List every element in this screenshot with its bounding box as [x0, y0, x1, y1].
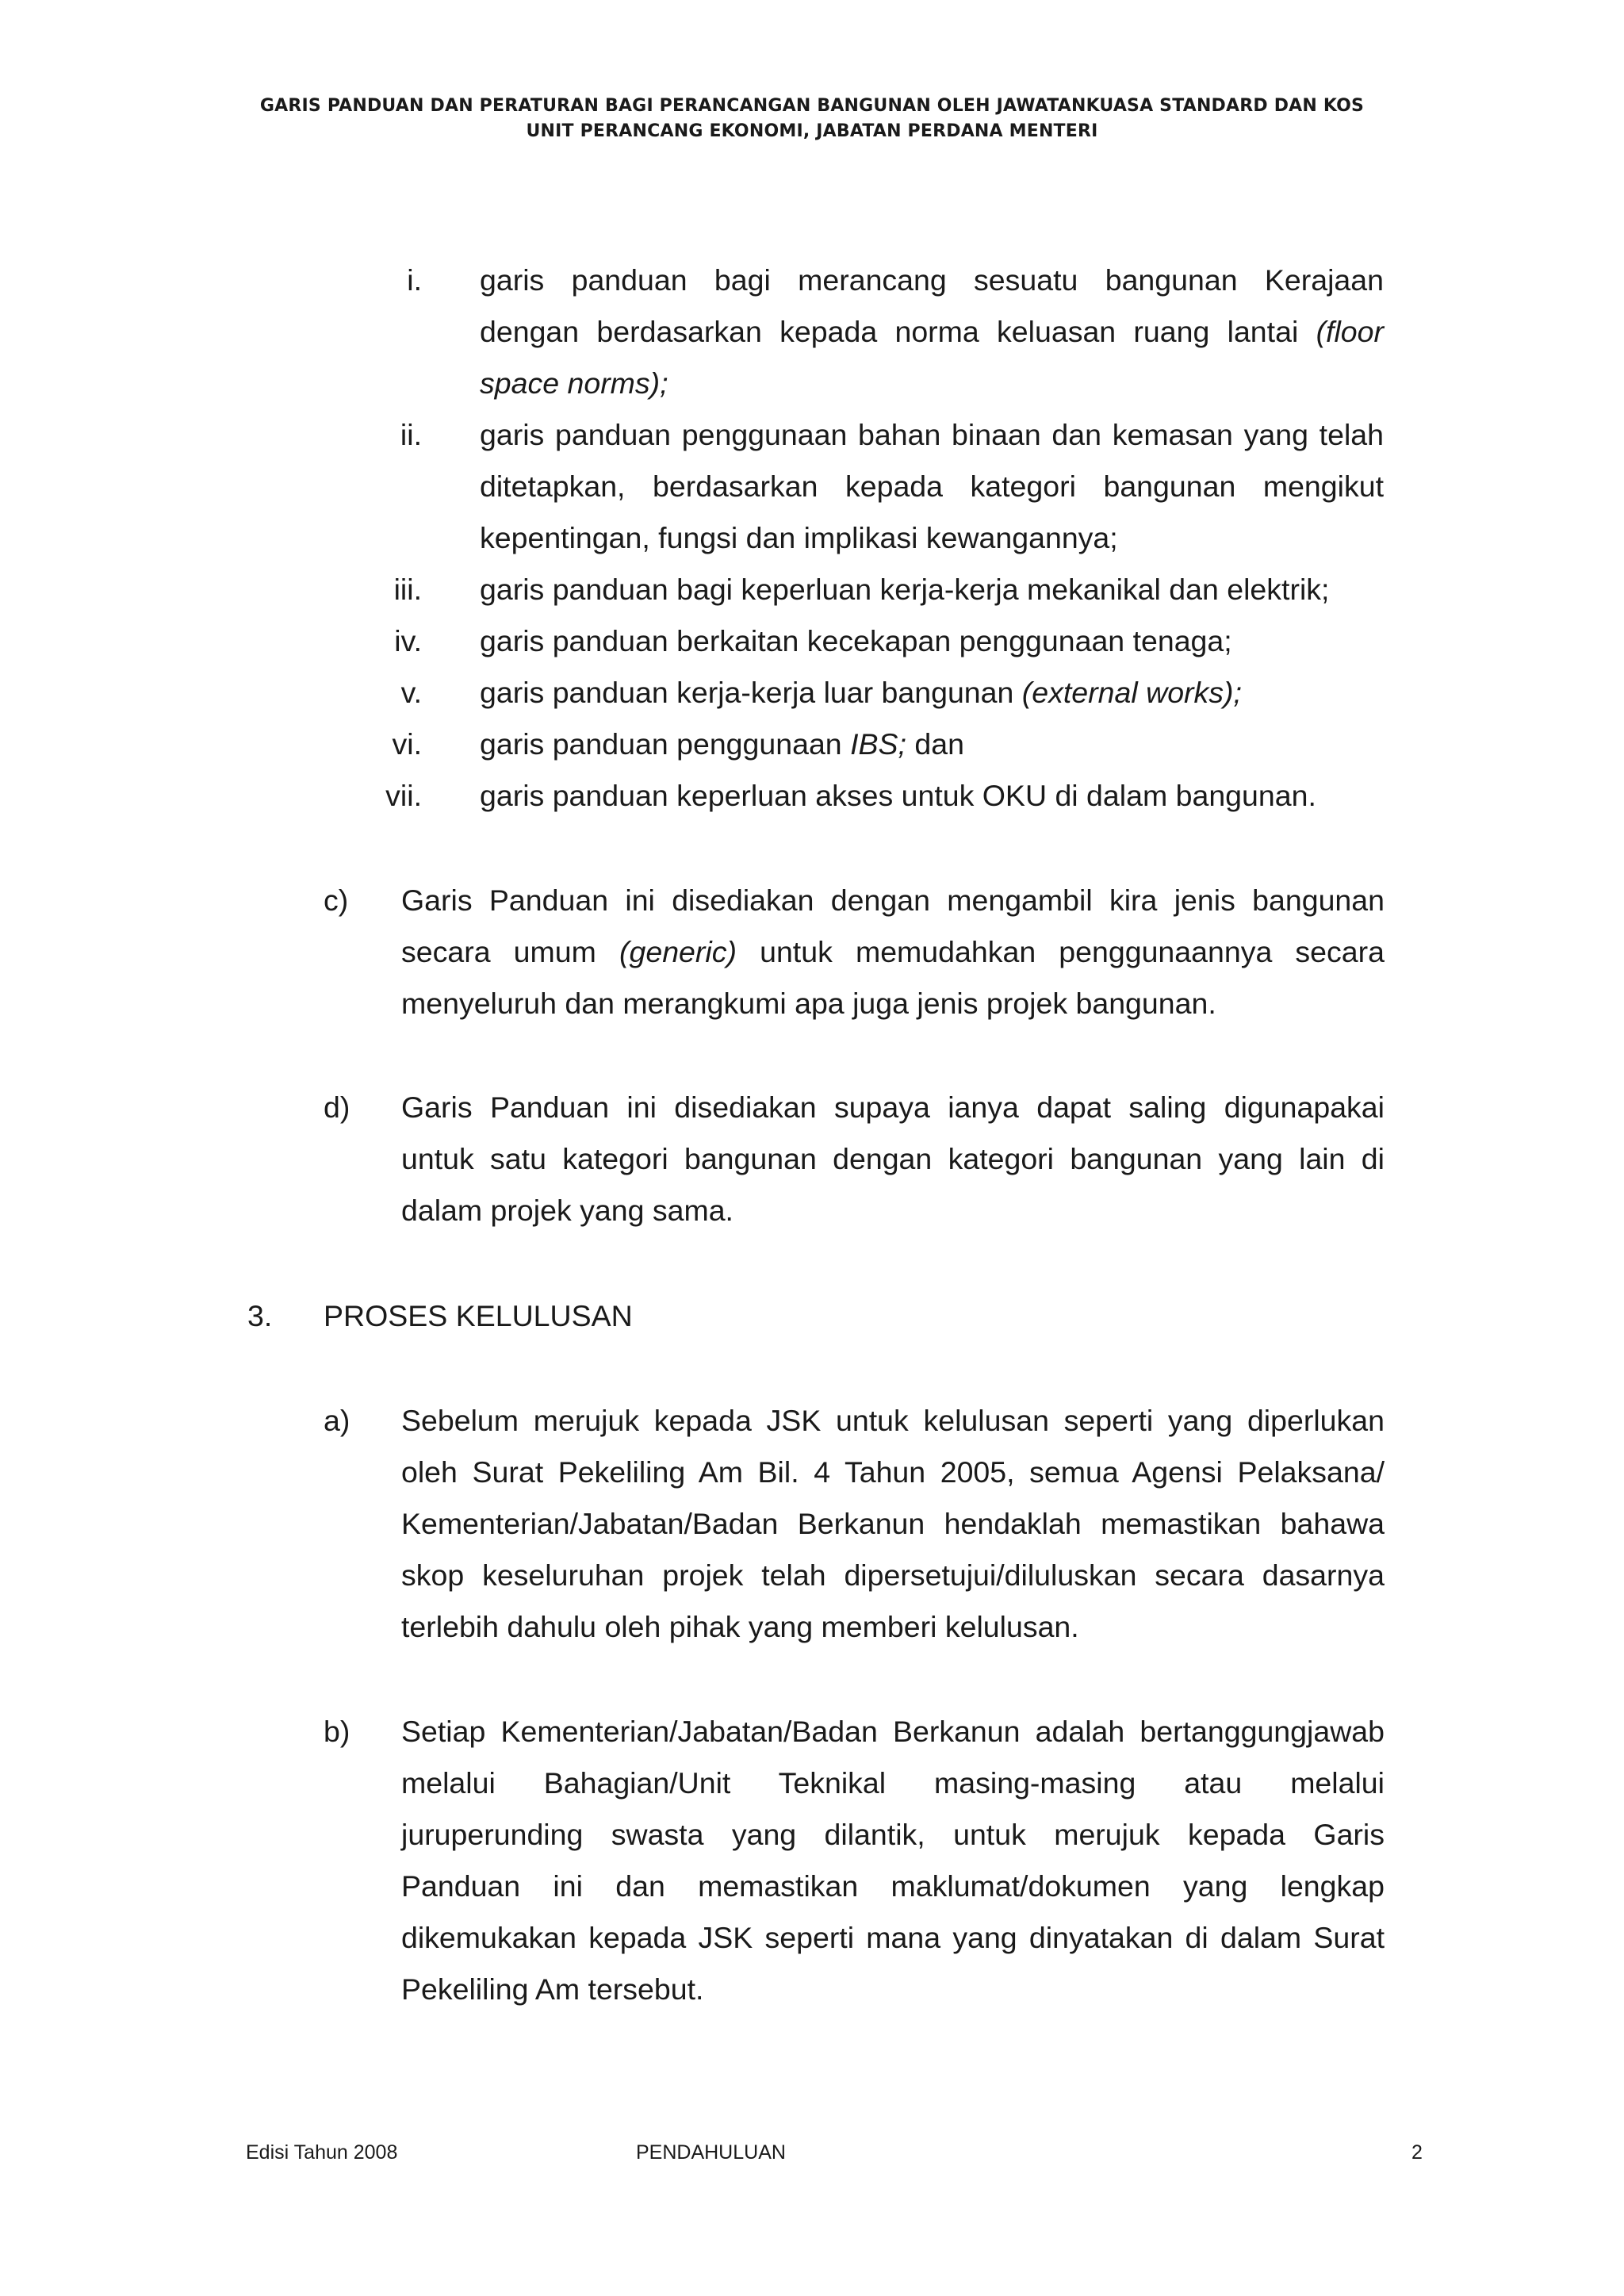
list-marker: iv. — [394, 624, 422, 657]
list-item-text — [480, 564, 1384, 615]
footer-page-number: 2 — [1411, 2141, 1423, 2164]
text-line: Garis Panduan ini disediakan supaya ianya dapat saling digunapakai — [401, 1091, 1385, 1124]
text-line: Pekeliling Am tersebut. — [401, 1972, 704, 2006]
paragraph-text — [401, 1395, 1385, 1653]
paragraph-marker: d) — [324, 1091, 350, 1124]
italic-term: space norms); — [480, 366, 668, 400]
list-item-text — [480, 615, 1384, 667]
list-marker: vii. — [385, 779, 422, 812]
text-span: garis panduan kerja-kerja luar bangunan — [480, 676, 1022, 709]
paragraph-marker: c) — [324, 884, 349, 917]
footer-edition: Edisi Tahun 2008 — [246, 2141, 398, 2164]
text-line: dalam projek yang sama. — [401, 1194, 733, 1227]
list-item-text — [480, 719, 1384, 770]
section-title: PROSES KELULUSAN — [324, 1299, 633, 1332]
paragraph-text — [401, 1082, 1385, 1236]
text-line: kepentingan, fungsi dan implikasi kewangannya; — [480, 521, 1118, 554]
list-item-text — [480, 770, 1384, 822]
list-item-text — [480, 409, 1384, 564]
text-line: garis panduan keperluan akses untuk OKU di dalam bangunan. — [480, 779, 1316, 812]
text-line: juruperunding swasta yang dilantik, untuk merujuk kepada Garis — [401, 1818, 1385, 1851]
italic-term: (floor — [1316, 315, 1384, 348]
footer-section: PENDAHULUAN — [636, 2141, 786, 2164]
list-marker: iii. — [393, 573, 422, 606]
text-span: garis panduan penggunaan — [480, 727, 851, 761]
text-line — [480, 358, 1384, 409]
list-marker: i. — [407, 263, 422, 297]
text-span: dengan berdasarkan kepada norma keluasan ruang lantai — [480, 315, 1316, 348]
text-line: skop keseluruhan projek telah dipersetujui/diluluskan secara dasarnya — [401, 1558, 1385, 1592]
italic-term: (generic) — [619, 935, 737, 968]
text-line: garis panduan berkaitan kecekapan penggunaan tenaga; — [480, 624, 1232, 657]
text-span: untuk memudahkan penggunaannya secara — [736, 935, 1385, 968]
italic-term: IBS; — [850, 727, 906, 761]
text-line: Setiap Kementerian/Jabatan/Badan Berkanun adalah bertanggungjawab — [401, 1715, 1385, 1748]
text-line: oleh Surat Pekeliling Am Bil. 4 Tahun 2005, semua Agensi Pelaksana/ — [401, 1455, 1385, 1489]
text-line: Sebelum merujuk kepada JSK untuk kelulusan seperti yang diperlukan — [401, 1404, 1385, 1437]
text-line: Kementerian/Jabatan/Badan Berkanun hendaklah memastikan bahawa — [401, 1507, 1385, 1540]
text-line: terlebih dahulu oleh pihak yang memberi kelulusan. — [401, 1610, 1079, 1643]
header-line-1: GARIS PANDUAN DAN PERATURAN BAGI PERANCANGAN BANGUNAN OLEH JAWATANKUASA STANDARD DAN KOS — [259, 96, 1365, 116]
text-line: garis panduan bagi keperluan kerja-kerja mekanikal dan elektrik; — [480, 573, 1330, 606]
list-item-text — [480, 667, 1384, 719]
text-line: Panduan ini dan memastikan maklumat/dokumen yang lengkap — [401, 1869, 1385, 1903]
paragraph-marker: a) — [324, 1404, 350, 1437]
list-marker: vi. — [392, 727, 422, 761]
text-line — [480, 667, 1384, 719]
text-line: garis panduan bagi merancang sesuatu bangunan Kerajaan — [480, 263, 1384, 297]
text-line — [480, 719, 1384, 770]
paragraph-text — [401, 1706, 1385, 2015]
paragraph-text — [401, 875, 1385, 1029]
text-span: secara umum — [401, 935, 619, 968]
section-number: 3. — [247, 1299, 273, 1332]
text-line: melalui Bahagian/Unit Teknikal masing-masing atau melalui — [401, 1766, 1385, 1800]
header-line-2: UNIT PERANCANG EKONOMI, JABATAN PERDANA MENTERI — [526, 121, 1098, 141]
text-line: Garis Panduan ini disediakan dengan mengambil kira jenis bangunan — [401, 884, 1385, 917]
text-line: ditetapkan, berdasarkan kepada kategori bangunan mengikut — [480, 470, 1384, 503]
paragraph-marker: b) — [324, 1715, 350, 1748]
list-marker: v. — [400, 676, 422, 709]
italic-term: (external works); — [1021, 676, 1242, 709]
text-line: menyeluruh dan merangkumi apa juga jenis projek bangunan. — [401, 987, 1216, 1020]
text-span: dan — [906, 727, 964, 761]
text-line: untuk satu kategori bangunan dengan kategori bangunan yang lain di — [401, 1142, 1385, 1175]
text-line — [480, 306, 1384, 358]
text-line: garis panduan penggunaan bahan binaan dan kemasan yang telah — [480, 418, 1384, 451]
list-item-text — [480, 255, 1384, 409]
text-line — [401, 926, 1385, 978]
list-marker: ii. — [400, 418, 422, 451]
text-line: dikemukakan kepada JSK seperti mana yang dinyatakan di dalam Surat — [401, 1921, 1385, 1954]
